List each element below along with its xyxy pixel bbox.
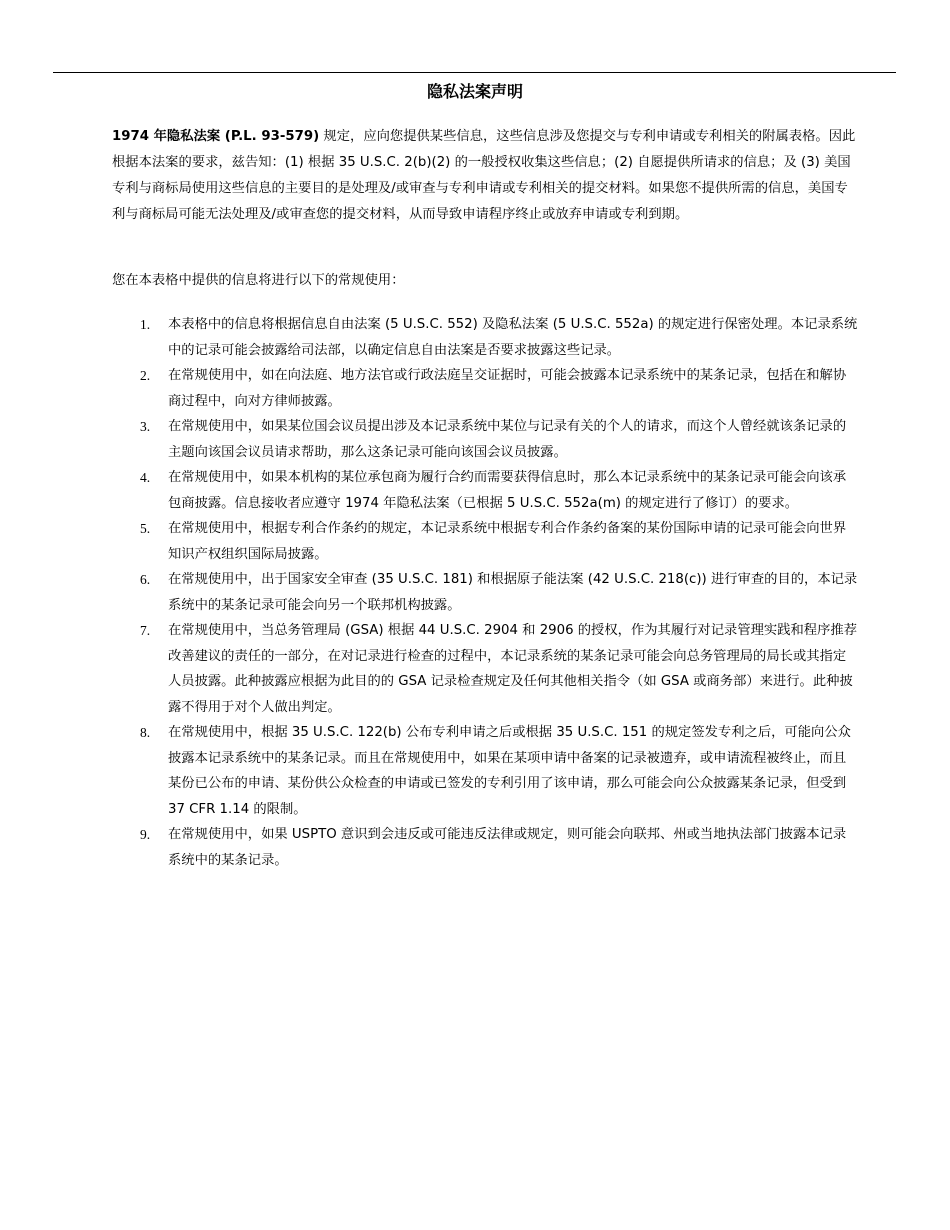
routine-use-item [138, 414, 858, 465]
item-text: 在常规使用中，根据专利合作条约的规定，本记录系统中根据专利合作条约备案的某份国际申请的记录可能会向世界知识产权组织国际局披露。 [168, 521, 847, 562]
routine-uses-list [138, 312, 858, 873]
item-number: 8. [140, 725, 151, 740]
page-title: 隐私法案声明 [426, 82, 523, 101]
item-number: 9. [140, 827, 151, 842]
routine-use-item [138, 822, 858, 873]
item-text: 本表格中的信息将根据信息自由法案 (5 U.S.C. 552) 及隐私法案 (5 U.S.C. 552a) 的规定进行保密处理。本记录系统中的记录可能会披露给司法部，以确定信息自由法案是否要求披露这些记录。 [168, 317, 858, 358]
item-text: 在常规使用中，出于国家安全审查 (35 U.S.C. 181) 和根据原子能法案 (42 U.S.C. 218(c)) 进行审查的目的，本记录系统中的某条记录可能会向另一个联邦机构披露。 [168, 572, 858, 613]
routine-use-item [138, 465, 858, 516]
item-number: 4. [140, 470, 151, 485]
routine-use-item [138, 363, 858, 414]
item-number: 7. [140, 623, 151, 638]
item-text: 在常规使用中，当总务管理局 (GSA) 根据 44 U.S.C. 2904 和 2906 的授权，作为其履行对记录管理实践和程序推荐改善建议的责任的一部分，在对记录进行检查的过程中，本记录系统的某条记录可能会向总务管理局的局长或其指定人员披露。此种披露应根据为此目的的 GSA 记录检查规定及任何其他相关指令（如 GSA 或商务部）来进行。此种披露不得用于对个人做出判定。 [168, 623, 857, 715]
intro-lead: 1974 年隐私法案 (P.L. 93-579) [112, 129, 320, 144]
top-rule [53, 72, 896, 73]
item-text: 在常规使用中，根据 35 U.S.C. 122(b) 公布专利申请之后或根据 35 U.S.C. 151 的规定签发专利之后，可能向公众披露本记录系统中的某条记录。而且在常规使用中，如果在某项申请中备案的记录被遗弃，或申请流程被终止，而且某份已公布的申请、某份供公众检查的申请或已签发的专利引用了该申请，那么可能会向公众披露某条记录，但受到 37 CFR 1.14 的限制。 [168, 725, 851, 817]
routine-use-item [138, 516, 858, 567]
item-text: 在常规使用中，如果某位国会议员提出涉及本记录系统中某位与记录有关的个人的请求，而这个人曾经就该条记录的主题向该国会议员请求帮助，那么这条记录可能向该国会议员披露。 [168, 419, 847, 460]
intro-text: 规定，应向您提供某些信息，这些信息涉及您提交与专利申请或专利相关的附属表格。因此根据本法案的要求，兹告知：(1) 根据 35 U.S.C. 2(b)(2) 的一般授权收集这些信息；(2) 自愿提供所请求的信息；及 (3) 美国专利与商标局使用这些信息的主要目的是处理及/或审查与专利申请或专利相关的提交材料。如果您不提供所需的信息，美国专利与商标局可能无法处理及/或审查您的提交材料，从而导致申请程序终止或放弃申请或专利到期。 [112, 129, 856, 222]
item-number: 1. [140, 317, 151, 332]
routine-use-item [138, 618, 858, 720]
intro-paragraph [112, 124, 857, 228]
item-text: 在常规使用中，如在向法庭、地方法官或行政法庭呈交证据时，可能会披露本记录系统中的某条记录，包括在和解协商过程中，向对方律师披露。 [168, 368, 847, 409]
item-text: 在常规使用中，如果 USPTO 意识到会违反或可能违反法律或规定，则可能会向联邦、州或当地执法部门披露本记录系统中的某条记录。 [168, 827, 847, 868]
routine-use-item [138, 567, 858, 618]
routine-use-item [138, 720, 858, 822]
item-text: 在常规使用中，如果本机构的某位承包商为履行合约而需要获得信息时，那么本记录系统中的某条记录可能会向该承包商披露。信息接收者应遵守 1974 年隐私法案（已根据 5 U.S.C. 552a(m) 的规定进行了修订）的要求。 [168, 470, 847, 511]
item-number: 5. [140, 521, 151, 536]
usage-heading: 您在本表格中提供的信息将进行以下的常规使用： [112, 273, 405, 288]
item-number: 2. [140, 368, 151, 383]
item-number: 3. [140, 419, 151, 434]
routine-use-item [138, 312, 858, 363]
item-number: 6. [140, 572, 151, 587]
